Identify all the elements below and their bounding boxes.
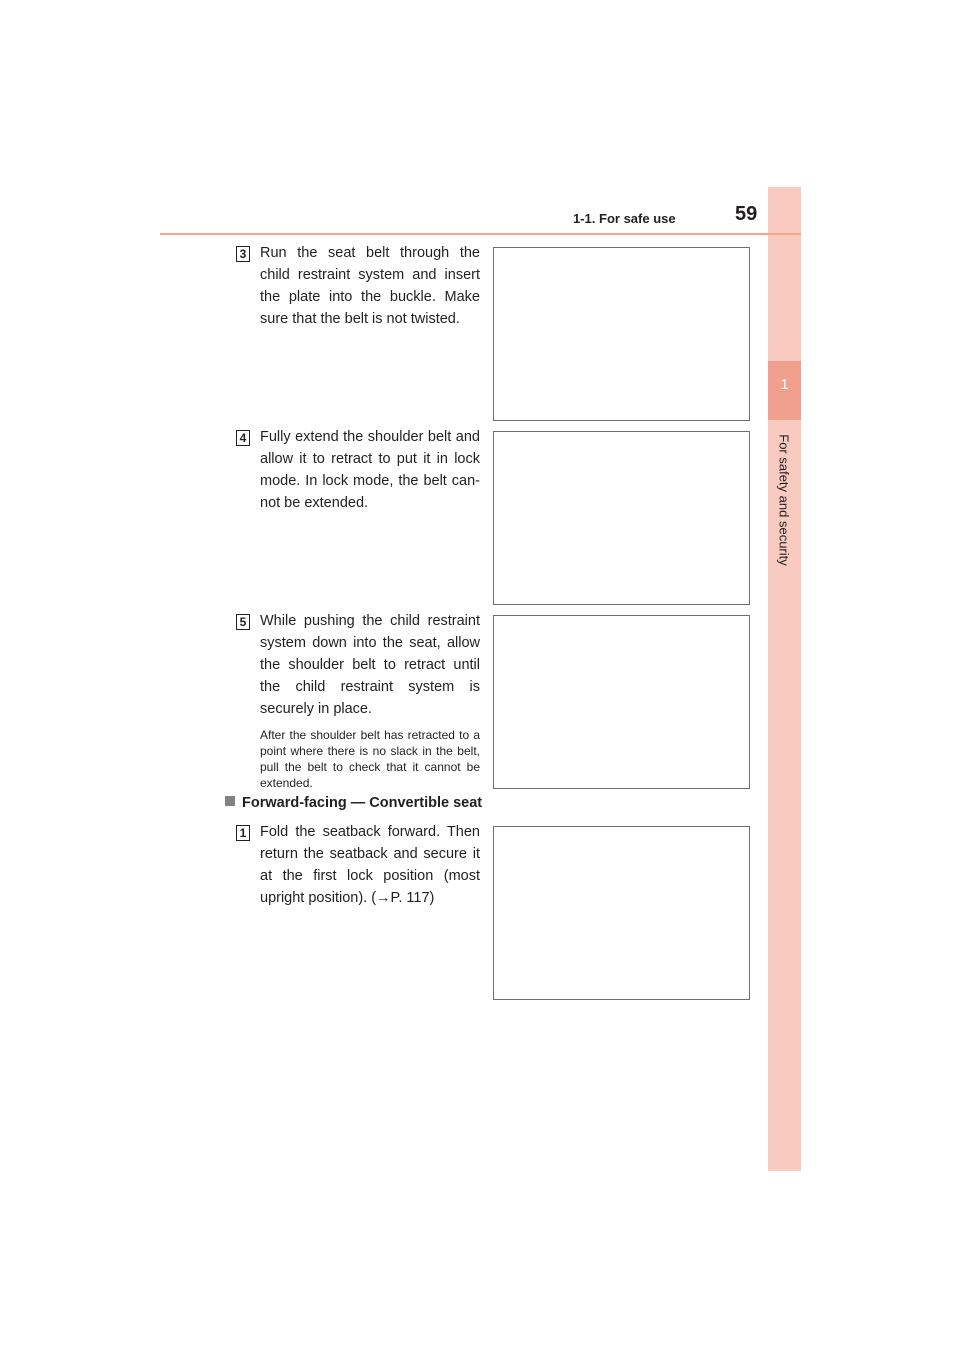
illustration-figure bbox=[493, 615, 750, 789]
chapter-sidebar bbox=[768, 187, 801, 1171]
illustration-figure bbox=[493, 247, 750, 421]
step-text: Fold the seatback forward. Then return the seatback and secure it at the first lock position (most upright position). (→P. 117) bbox=[260, 824, 480, 906]
step-note: After the shoulder belt has retracted to a point where there is no slack in the belt, pull the belt to check that it cannot be extended. bbox=[260, 728, 480, 790]
chapter-number: 1 bbox=[780, 376, 789, 393]
illustration-figure bbox=[493, 431, 750, 605]
illustration-figure bbox=[493, 826, 750, 1000]
section-title: 1-1. For safe use bbox=[573, 211, 676, 226]
step-number-badge: 5 bbox=[236, 614, 250, 630]
step-text: Run the seat belt through the child restraint system and insert the plate into the buckle. Make sure that the belt is not twisted. bbox=[260, 245, 480, 327]
square-bullet-icon bbox=[225, 796, 235, 806]
step-number-badge: 1 bbox=[236, 825, 250, 841]
step-number-badge: 4 bbox=[236, 430, 250, 446]
subsection-heading bbox=[225, 795, 482, 811]
step-text: While pushing the child restraint system down into the seat, allow the shoulder belt to retract until the child restraint system is securely in place. bbox=[260, 613, 480, 717]
page-number: 59 bbox=[735, 203, 758, 225]
step-number-badge: 3 bbox=[236, 246, 250, 262]
step-text: Fully extend the shoulder belt and allow it to retract to put it in lock mode. In lock mode, the belt can-not be extended. bbox=[260, 429, 480, 511]
chapter-title: For safety and security bbox=[776, 434, 792, 566]
subsection-title: Forward-facing — Convertible seat bbox=[242, 795, 483, 811]
header-rule bbox=[160, 233, 801, 235]
